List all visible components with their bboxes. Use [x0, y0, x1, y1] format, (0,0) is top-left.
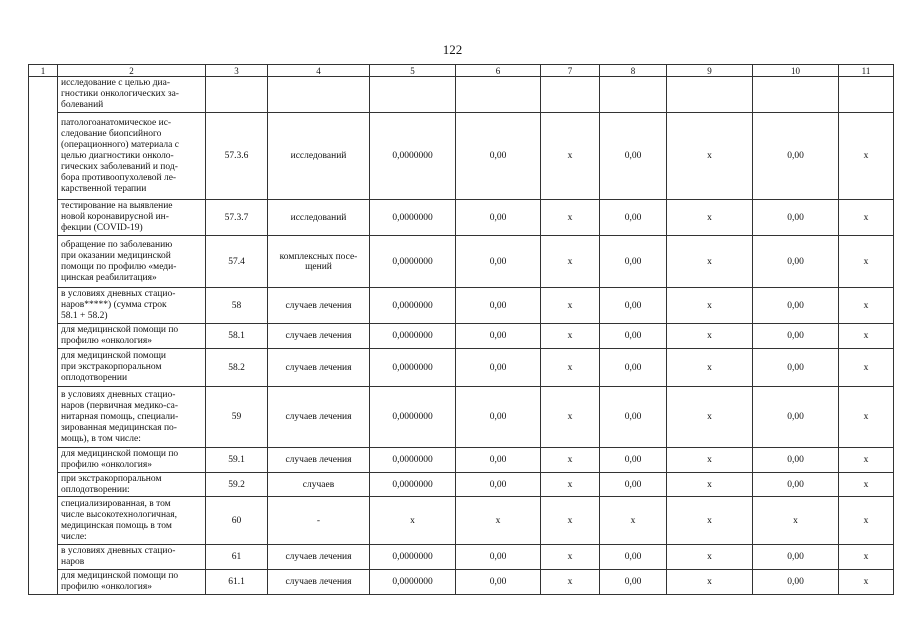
value-cell: х	[600, 497, 667, 545]
value-cell: 0,00	[456, 545, 541, 570]
table-row	[29, 387, 894, 448]
unit-cell: случаев лечения	[268, 324, 370, 349]
column-number: 1	[29, 65, 58, 77]
unit-cell: случаев лечения	[268, 349, 370, 387]
value-cell: 0,00	[600, 448, 667, 473]
table-row	[29, 77, 894, 113]
value-cell: х	[541, 288, 600, 324]
column-number: 6	[456, 65, 541, 77]
value-cell: 0,0000000	[370, 324, 456, 349]
row-name: при экстракорпоральном оплодотворении:	[58, 473, 206, 497]
row-code: 60	[206, 497, 268, 545]
row-code: 59	[206, 387, 268, 448]
unit-cell: случаев лечения	[268, 288, 370, 324]
value-cell	[456, 77, 541, 113]
value-cell: 0,00	[600, 387, 667, 448]
row-code: 58.1	[206, 324, 268, 349]
value-cell	[839, 77, 894, 113]
unit-cell: комплексных посе- щений	[268, 236, 370, 288]
value-cell: х	[667, 288, 753, 324]
row-name: для медицинской помощи по профилю «онкология»	[58, 570, 206, 595]
row-code: 57.3.7	[206, 200, 268, 236]
row-name: специализированная, в том числе высокотехнологичная, медицинская помощь в том числе:	[58, 497, 206, 545]
value-cell: х	[667, 570, 753, 595]
unit-cell: случаев лечения	[268, 387, 370, 448]
value-cell: 0,00	[456, 387, 541, 448]
value-cell: 0,0000000	[370, 545, 456, 570]
value-cell: х	[839, 545, 894, 570]
value-cell: 0,0000000	[370, 236, 456, 288]
column-number-row	[29, 65, 894, 77]
row-code: 61.1	[206, 570, 268, 595]
table-row	[29, 570, 894, 595]
value-cell: х	[839, 288, 894, 324]
row-name: патологоанатомическое ис- следование биопсийного (операционного) материала с целью диагностики онколо- гических заболеваний и под- бора противоопухолевой ле- карственной терапии	[58, 113, 206, 200]
column-number: 8	[600, 65, 667, 77]
value-cell: х	[667, 324, 753, 349]
row-code: 58.2	[206, 349, 268, 387]
value-cell: 0,00	[456, 236, 541, 288]
row-name: в условиях дневных стацио- наров*****) (сумма строк 58.1 + 58.2)	[58, 288, 206, 324]
value-cell: х	[541, 200, 600, 236]
value-cell: 0,00	[753, 570, 839, 595]
value-cell: 0,00	[753, 448, 839, 473]
value-cell: 0,0000000	[370, 349, 456, 387]
value-cell: х	[541, 570, 600, 595]
value-cell: х	[839, 448, 894, 473]
value-cell: х	[667, 236, 753, 288]
value-cell: 0,00	[600, 349, 667, 387]
page-number: 122	[442, 42, 463, 57]
value-cell: 0,00	[456, 473, 541, 497]
value-cell: 0,0000000	[370, 448, 456, 473]
row-code: 58	[206, 288, 268, 324]
value-cell: 0,00	[753, 324, 839, 349]
data-table	[28, 64, 894, 595]
value-cell: 0,00	[456, 349, 541, 387]
value-cell: 0,00	[600, 113, 667, 200]
value-cell: х	[839, 570, 894, 595]
value-cell: 0,0000000	[370, 288, 456, 324]
value-cell: х	[667, 473, 753, 497]
value-cell: 0,00	[456, 288, 541, 324]
value-cell: х	[753, 497, 839, 545]
row-name: для медицинской помощи при экстракорпоральном оплодотворении	[58, 349, 206, 387]
table-row	[29, 497, 894, 545]
table-row	[29, 288, 894, 324]
value-cell: х	[541, 324, 600, 349]
value-cell: 0,00	[753, 113, 839, 200]
value-cell: 0,00	[600, 324, 667, 349]
value-cell: 0,00	[753, 200, 839, 236]
value-cell: 0,00	[456, 200, 541, 236]
value-cell: х	[541, 113, 600, 200]
value-cell: 0,00	[753, 349, 839, 387]
value-cell: 0,00	[753, 236, 839, 288]
value-cell: 0,0000000	[370, 200, 456, 236]
unit-cell: случаев лечения	[268, 545, 370, 570]
row-code: 61	[206, 545, 268, 570]
table-row	[29, 473, 894, 497]
value-cell: х	[667, 387, 753, 448]
unit-cell: случаев	[268, 473, 370, 497]
value-cell: х	[456, 497, 541, 545]
value-cell: 0,00	[456, 113, 541, 200]
table-row	[29, 324, 894, 349]
value-cell: 0,00	[600, 200, 667, 236]
column-number: 11	[839, 65, 894, 77]
value-cell: 0,0000000	[370, 387, 456, 448]
unit-cell: случаев лечения	[268, 448, 370, 473]
row-name: для медицинской помощи по профилю «онкология»	[58, 324, 206, 349]
value-cell: х	[839, 236, 894, 288]
column-number: 7	[541, 65, 600, 77]
value-cell: 0,00	[600, 545, 667, 570]
row-code: 59.1	[206, 448, 268, 473]
value-cell: 0,00	[753, 473, 839, 497]
value-cell: х	[839, 324, 894, 349]
value-cell: х	[541, 545, 600, 570]
value-cell: х	[667, 497, 753, 545]
row-name: для медицинской помощи по профилю «онкология»	[58, 448, 206, 473]
value-cell: 0,00	[753, 387, 839, 448]
value-cell: 0,00	[600, 570, 667, 595]
value-cell: х	[839, 349, 894, 387]
row-code: 57.3.6	[206, 113, 268, 200]
row-code	[206, 77, 268, 113]
value-cell	[370, 77, 456, 113]
value-cell: х	[667, 200, 753, 236]
value-cell: х	[541, 349, 600, 387]
value-cell: 0,0000000	[370, 113, 456, 200]
value-cell	[600, 77, 667, 113]
unit-cell: исследований	[268, 113, 370, 200]
value-cell: х	[541, 236, 600, 288]
row-name: исследование с целью диа- гностики онкологических за- болеваний	[58, 77, 206, 113]
column-number: 4	[268, 65, 370, 77]
unit-cell: исследований	[268, 200, 370, 236]
row-name: в условиях дневных стацио- наров (первичная медико-са- нитарная помощь, специали- зированная медицинская по- мощь), в том числе:	[58, 387, 206, 448]
value-cell: х	[839, 200, 894, 236]
value-cell: 0,00	[600, 473, 667, 497]
table-row	[29, 200, 894, 236]
value-cell: 0,00	[456, 448, 541, 473]
value-cell: х	[667, 113, 753, 200]
value-cell	[753, 77, 839, 113]
value-cell: х	[839, 387, 894, 448]
row-name: тестирование на выявление новой коронавирусной ин- фекции (COVID-19)	[58, 200, 206, 236]
table-row	[29, 545, 894, 570]
value-cell: х	[541, 448, 600, 473]
value-cell: х	[370, 497, 456, 545]
column-number: 3	[206, 65, 268, 77]
value-cell: 0,00	[456, 570, 541, 595]
table-row	[29, 349, 894, 387]
unit-cell	[268, 77, 370, 113]
row-name: в условиях дневных стацио- наров	[58, 545, 206, 570]
column-number: 9	[667, 65, 753, 77]
row-code: 57.4	[206, 236, 268, 288]
value-cell	[541, 77, 600, 113]
table-row	[29, 113, 894, 200]
value-cell: х	[667, 349, 753, 387]
value-cell: х	[839, 113, 894, 200]
value-cell: 0,00	[600, 288, 667, 324]
value-cell: х	[667, 448, 753, 473]
value-cell: 0,00	[753, 545, 839, 570]
value-cell: х	[541, 387, 600, 448]
table-row	[29, 236, 894, 288]
value-cell: 0,00	[456, 324, 541, 349]
row-code: 59.2	[206, 473, 268, 497]
column-number: 2	[58, 65, 206, 77]
table-row	[29, 448, 894, 473]
row-name: обращение по заболеванию при оказании медицинской помощи по профилю «меди- цинская реабилитация»	[58, 236, 206, 288]
value-cell: 0,00	[600, 236, 667, 288]
value-cell: 0,0000000	[370, 570, 456, 595]
column-number: 5	[370, 65, 456, 77]
value-cell: х	[541, 497, 600, 545]
unit-cell: -	[268, 497, 370, 545]
column-number: 10	[753, 65, 839, 77]
row-index-cell	[29, 77, 58, 595]
value-cell: 0,0000000	[370, 473, 456, 497]
value-cell: х	[839, 473, 894, 497]
value-cell: х	[667, 545, 753, 570]
value-cell: 0,00	[753, 288, 839, 324]
value-cell: х	[541, 473, 600, 497]
unit-cell: случаев лечения	[268, 570, 370, 595]
value-cell	[667, 77, 753, 113]
value-cell: х	[839, 497, 894, 545]
